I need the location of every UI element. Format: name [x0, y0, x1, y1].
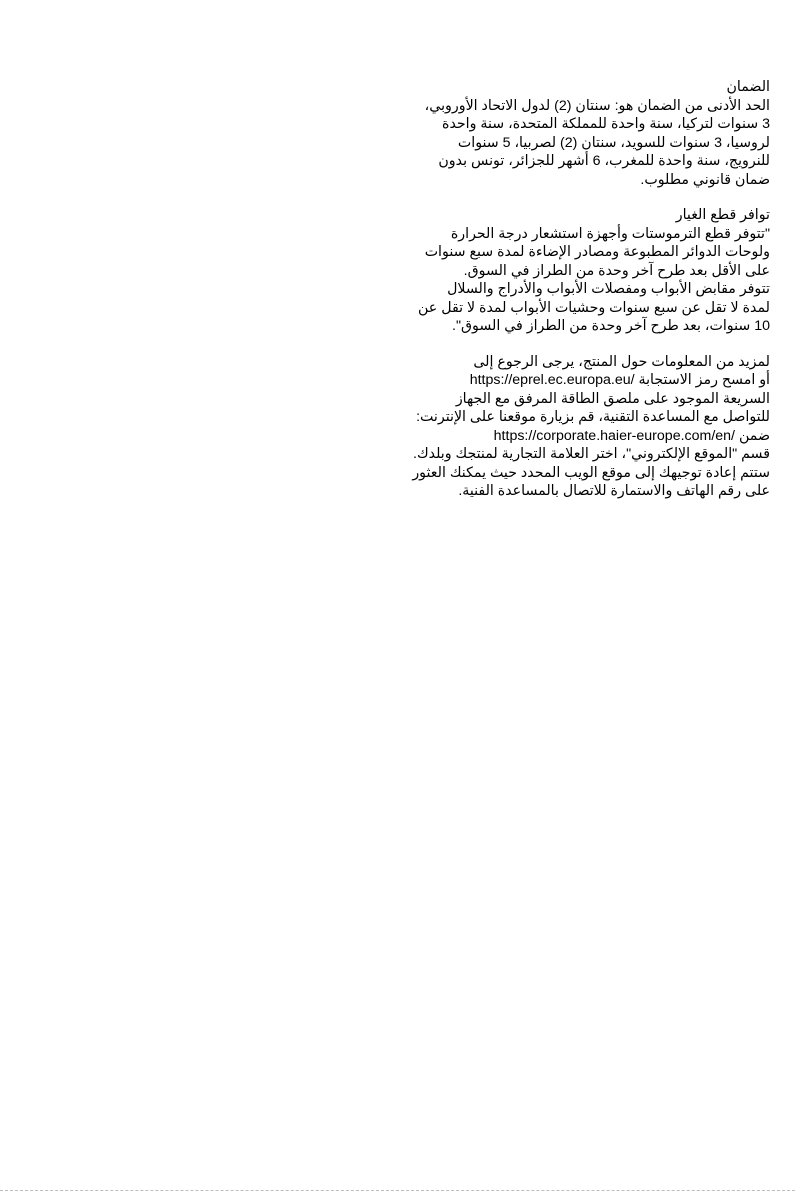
more-info-line: على رقم الهاتف والاستمارة للاتصال بالمساعدة الفنية.: [458, 483, 770, 499]
warranty-line: الحد الأدنى من الضمان هو: سنتان (2) لدول الاتحاد الأوروبي،: [424, 97, 770, 114]
spare-parts-line: تتوفر مقابض الأبواب ومفصلات الأبواب والأدراج والسلال: [447, 281, 770, 297]
warranty-line: للنرويج، سنة واحدة للمغرب، 6 أشهر للجزائر، تونس بدون: [438, 153, 770, 169]
warranty-section: [388, 78, 770, 189]
spare-parts-line: على الأقل بعد طرح آخر وحدة من الطراز في السوق.: [463, 262, 770, 279]
more-info-line: السريعة الموجود على ملصق الطاقة المرفق مع الجهاز: [455, 390, 770, 407]
more-info-line: https://corporate.haier-europe.com/en/ ضمن: [493, 427, 770, 444]
spare-parts-heading: توافر قطع الغيار: [675, 207, 770, 223]
spare-parts-line: "تتوفر قطع الترموستات وأجهزة استشعار درجة الحرارة: [450, 225, 770, 242]
more-info-line: قسم "الموقع الإلكتروني"، اختر العلامة التجارية لمنتجك وبلدك.: [413, 446, 770, 462]
more-info-section: [388, 353, 770, 501]
spare-parts-line: ولوحات الدوائر المطبوعة ومصادر الإضاءة لمدة سبع سنوات: [424, 244, 770, 260]
spare-parts-line: 10 سنوات، بعد طرح آخر وحدة من الطراز في السوق".: [452, 318, 770, 334]
document-text-column: [388, 78, 770, 518]
more-info-line: https://eprel.ec.europa.eu/ أو امسح رمز الاستجابة: [469, 372, 770, 388]
warranty-heading: الضمان: [726, 79, 770, 95]
more-info-line: لمزيد من المعلومات حول المنتج، يرجى الرجوع إلى: [473, 353, 770, 370]
spare-parts-section: [388, 206, 770, 336]
warranty-line: ضمان قانوني مطلوب.: [640, 171, 770, 188]
more-info-line: ستتم إعادة توجيهك إلى موقع الويب المحدد حيث يمكنك العثور: [412, 464, 770, 481]
more-info-line: للتواصل مع المساعدة التقنية، قم بزيارة موقعنا على الإنترنت:: [416, 409, 770, 425]
warranty-line: 3 سنوات لتركيا، سنة واحدة للمملكة المتحدة، سنة واحدة: [442, 116, 770, 132]
spare-parts-line: لمدة لا تقل عن سبع سنوات وحشيات الأبواب لمدة لا تقل عن: [418, 299, 770, 316]
warranty-line: لروسيا، 3 سنوات للسويد، سنتان (2) لصربيا، 5 سنوات: [457, 134, 770, 151]
